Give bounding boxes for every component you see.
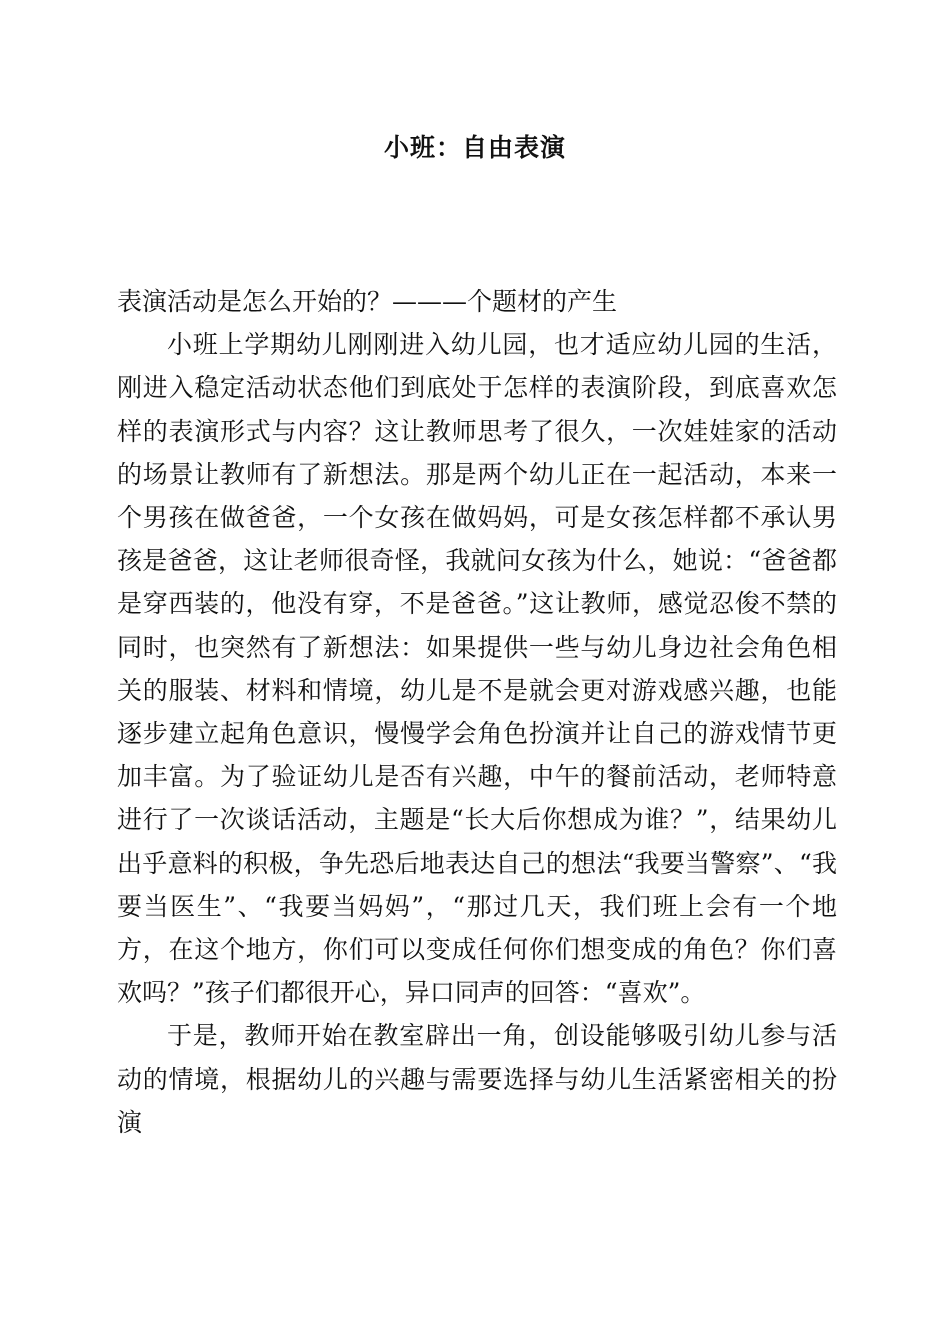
document-title: 小班：自由表演 [383, 133, 566, 162]
body-paragraph: 小班上学期幼儿刚刚进入幼儿园，也才适应幼儿园的生活，刚进入稳定活动状态他们到底处于怎样的表演阶段，到底喜欢怎样的表演形式与内容？这让教师思考了很久，一次娃娃家的活动的场景让教师有了新想法。那是两个幼儿正在一起活动，本来一个男孩在做爸爸，一个女孩在做妈妈，可是女孩怎样都不承认男孩是爸爸，这让老师很奇怪，我就问女孩为什么，她说：“爸爸都是穿西装的，他没有穿，不是爸爸。”这让教师，感觉忍俊不禁的同时，也突然有了新想法：如果提供一些与幼儿身边社会角色相关的服装、材料和情境，幼儿是不是就会更对游戏感兴趣，也能逐步建立起角色意识，慢慢学会角色扮演并让自己的游戏情节更加丰富。为了验证幼儿是否有兴趣，中午的餐前活动，老师特意进行了一次谈话活动，主题是“长大后你想成为谁？”，结果幼儿出乎意料的积极，争先恐后地表达自己的想法“我要当警察”、“我要当医生”、“我要当妈妈”，“那过几天，我们班上会有一个地方，在这个地方，你们可以变成任何你们想变成的角色？你们喜欢吗？”孩子们都很开心，异口同声的回答：“喜欢”。 [117, 330, 837, 1008]
section-heading: 表演活动是怎么开始的？———个题材的产生 [117, 287, 618, 316]
body-paragraph: 于是，教师开始在教室辟出一角，创设能够吸引幼儿参与活动的情境，根据幼儿的兴趣与需要选择与幼儿生活紧密相关的扮演 [117, 1021, 837, 1137]
document-body [117, 280, 837, 1144]
